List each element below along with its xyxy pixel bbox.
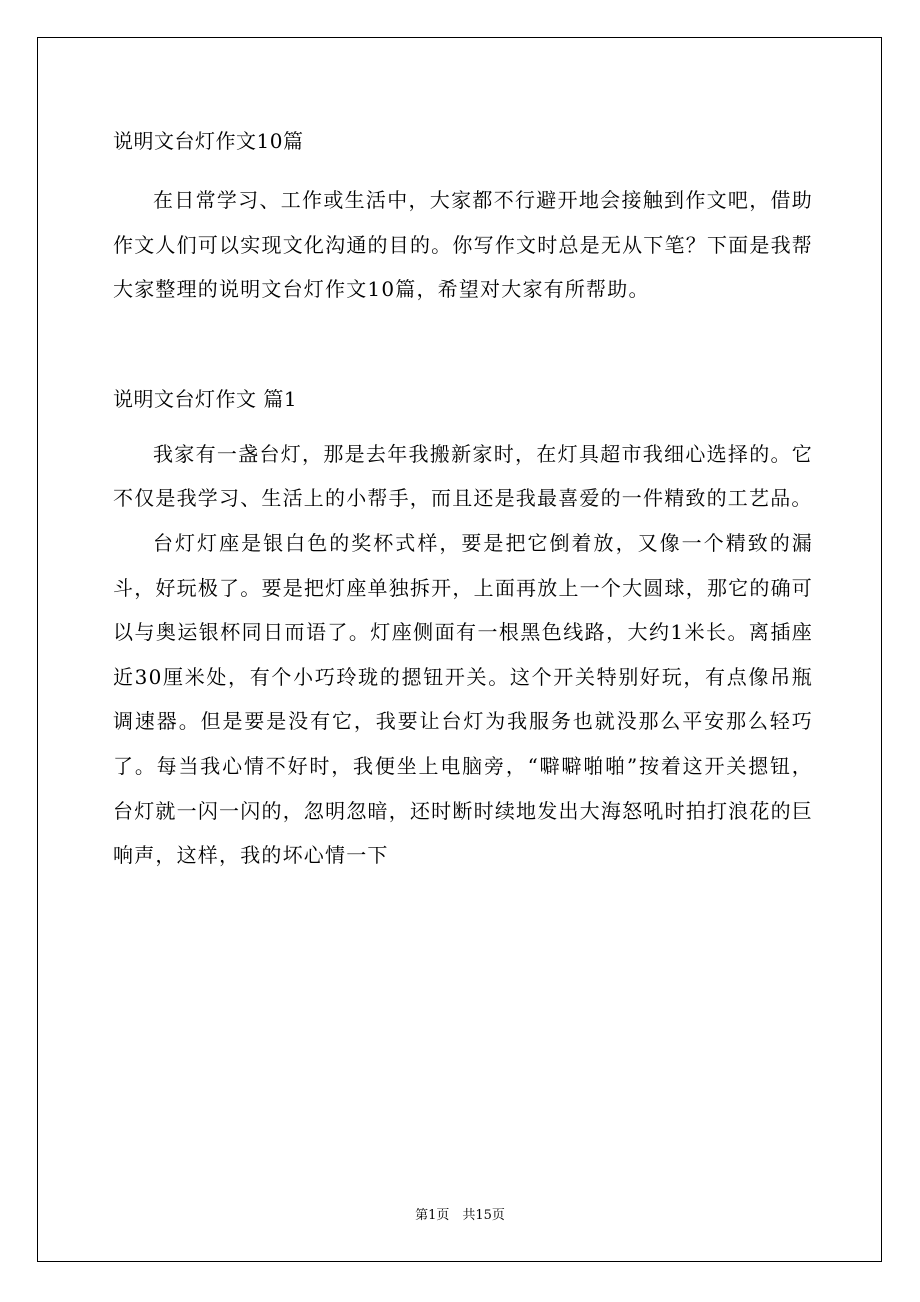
document-body — [113, 118, 813, 878]
intro-paragraph: 在日常学习、工作或生活中，大家都不行避开地会接触到作文吧，借助作文人们可以实现文化沟通的目的。你写作文时总是无从下笔？下面是我帮大家整理的说明文台灯作文10篇，希望对大家有所帮助。 — [113, 188, 813, 302]
document-title: 说明文台灯作文10篇 — [113, 129, 304, 153]
section-paragraph: 台灯灯座是银白色的奖杯式样，要是把它倒着放，又像一个精致的漏斗，好玩极了。要是把灯座单独拆开，上面再放上一个大圆球，那它的确可以与奥运银杯同日而语了。灯座侧面有一根黑色线路，大约1米长。离插座近30厘米处，有个小巧玲珑的摁钮开关。这个开关特别好玩，有点像吊瓶调速器。但是要是没有它，我要让台灯为我服务也就没那么平安那么轻巧了。每当我心情不好时，我便坐上电脑旁，“噼噼啪啪”按着这开关摁钮，台灯就一闪一闪的，忽明忽暗，还时断时续地发出大海怒吼时拍打浪花的巨响声，这样，我的坏心情一下 — [113, 530, 813, 868]
section-heading: 说明文台灯作文 篇1 — [113, 386, 298, 411]
page-footer: 第1页 共15页 — [415, 1208, 505, 1223]
section-paragraph: 我家有一盏台灯，那是去年我搬新家时，在灯具超市我细心选择的。它不仅是我学习、生活上的小帮手，而且还是我最喜爱的一件精致的工艺品。 — [113, 441, 813, 511]
